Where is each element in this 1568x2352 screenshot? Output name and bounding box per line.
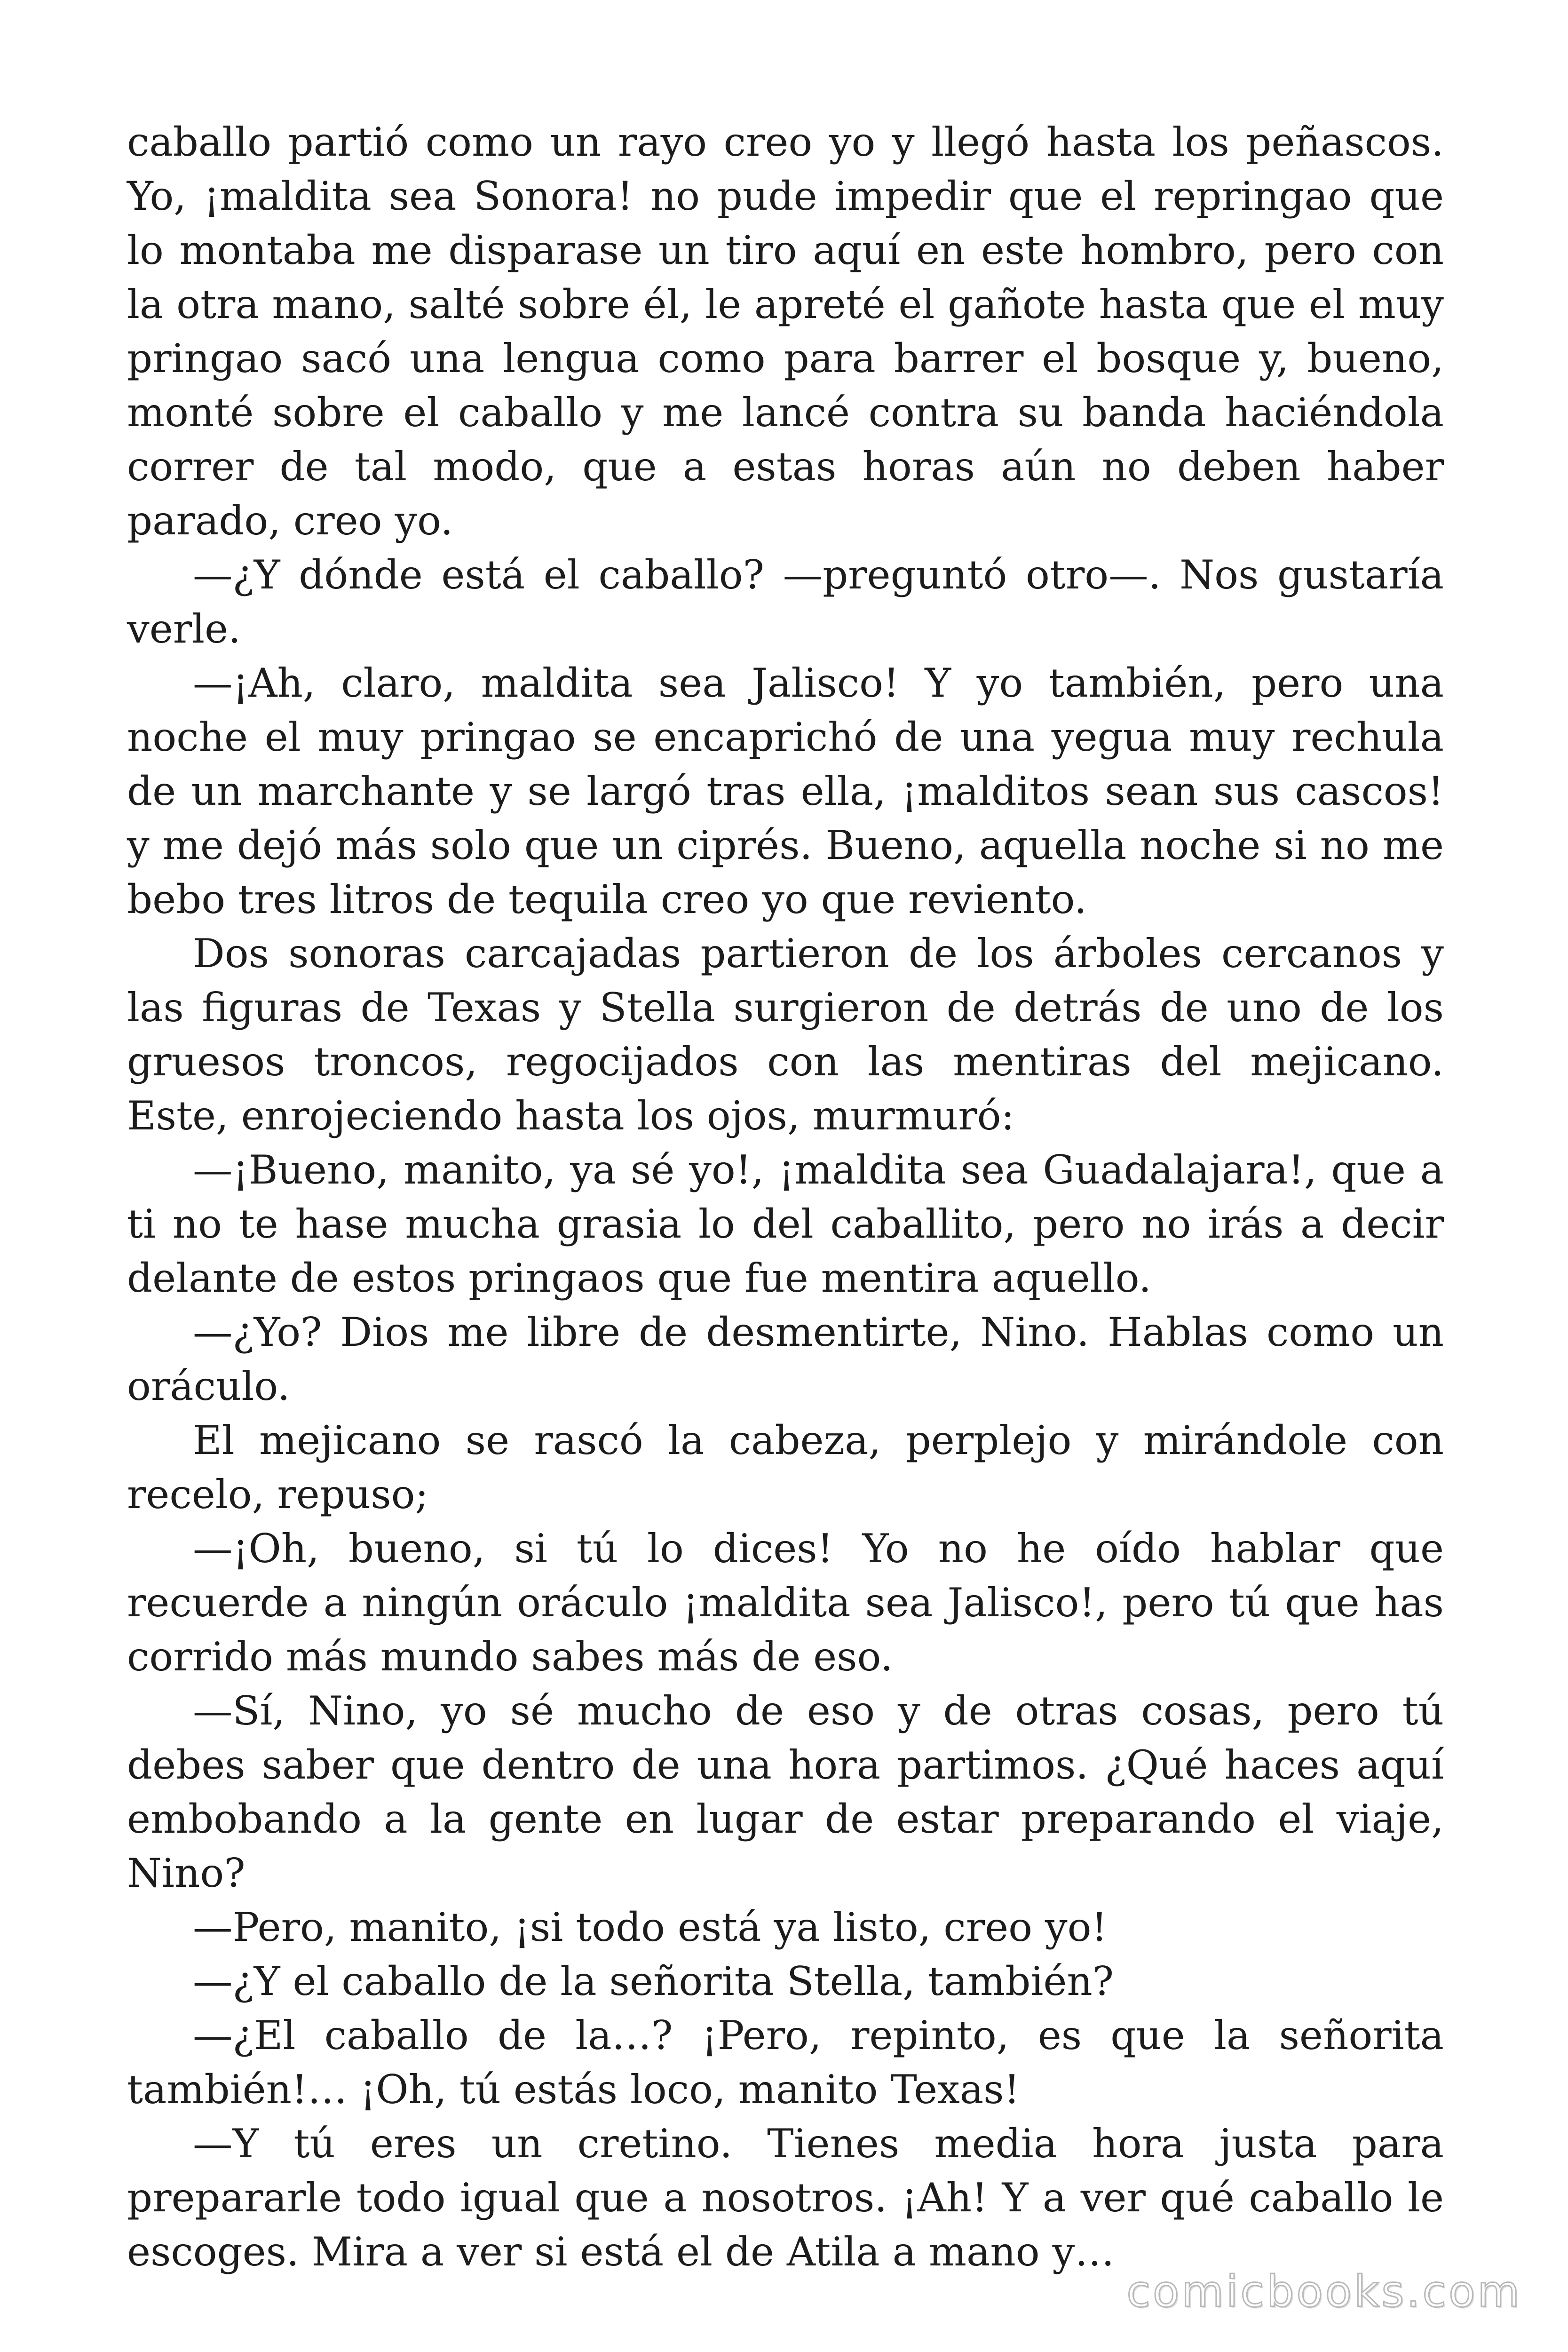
paragraph: El mejicano se rascó la cabeza, perplejo y mirándole con recelo, repuso; — [127, 1417, 1444, 1518]
paragraph: Dos sonoras carcajadas partieron de los árboles cercanos y las figuras de Texas y Stella surgieron de detrás de uno de los gruesos troncos, regocijados con las mentiras del mejicano. Este, enrojeciendo hasta los ojos, murmuró: — [127, 930, 1444, 1139]
paragraph: —Y tú eres un cretino. Tienes media hora justa para prepararle todo igual que a nosotros. ¡Ah! Y a ver qué caballo le escoges. Mira a ver si está el de Atila a mano y… — [127, 2121, 1444, 2275]
paragraph: caballo partió como un rayo creo yo y llegó hasta los peñascos. Yo, ¡maldita sea Sonora! no pude impedir que el repringao que lo montaba me disparase un tiro aquí en este hombro, pero con la otra mano, salté sobre él, le apreté el gañote hasta que el muy pringao sacó una lengua como para barrer el bosque y, bueno, monté sobre el caballo y me lancé contra su banda haciéndola correr de tal modo, que a estas horas aún no deben haber parado, creo yo. — [127, 119, 1444, 544]
paragraph: —¿El caballo de la…? ¡Pero, repinto, es que la señorita también!… ¡Oh, tú estás loco, manito Texas! — [127, 2012, 1444, 2113]
page-body — [127, 115, 1444, 2275]
paragraph: —¡Oh, bueno, si tú lo dices! Yo no he oído hablar que recuerde a ningún oráculo ¡maldita sea Jalisco!, pero tú que has corrido más mundo sabes más de eso. — [127, 1526, 1444, 1680]
paragraph: —¿Yo? Dios me libre de desmentirte, Nino. Hablas como un oráculo. — [127, 1309, 1444, 1409]
paragraph: —Sí, Nino, yo sé mucho de eso y de otras cosas, pero tú debes saber que dentro de una hora partimos. ¿Qué haces aquí embobando a la gente en lugar de estar preparando el viaje, Nino? — [127, 1688, 1444, 1896]
paragraph: —¡Bueno, manito, ya sé yo!, ¡maldita sea Guadalajara!, que a ti no te hase mucha grasia lo del caballito, pero no irás a decir delante de estos pringaos que fue mentira aquello. — [127, 1147, 1444, 1301]
paragraph: —¡Ah, claro, maldita sea Jalisco! Y yo también, pero una noche el muy pringao se encaprichó de una yegua muy rechula de un marchante y se largó tras ella, ¡malditos sean sus cascos! y me dejó más solo que un ciprés. Bueno, aquella noche si no me bebo tres litros de tequila creo yo que reviento. — [127, 660, 1444, 922]
paragraph: —¿Y el caballo de la señorita Stella, también? — [193, 1958, 1114, 2004]
paragraph: —Pero, manito, ¡si todo está ya listo, creo yo! — [193, 1904, 1108, 1950]
paragraph: —¿Y dónde está el caballo? —preguntó otro—. Nos gustaría verle. — [127, 552, 1444, 652]
watermark: comicbooks.com — [1126, 2266, 1522, 2317]
